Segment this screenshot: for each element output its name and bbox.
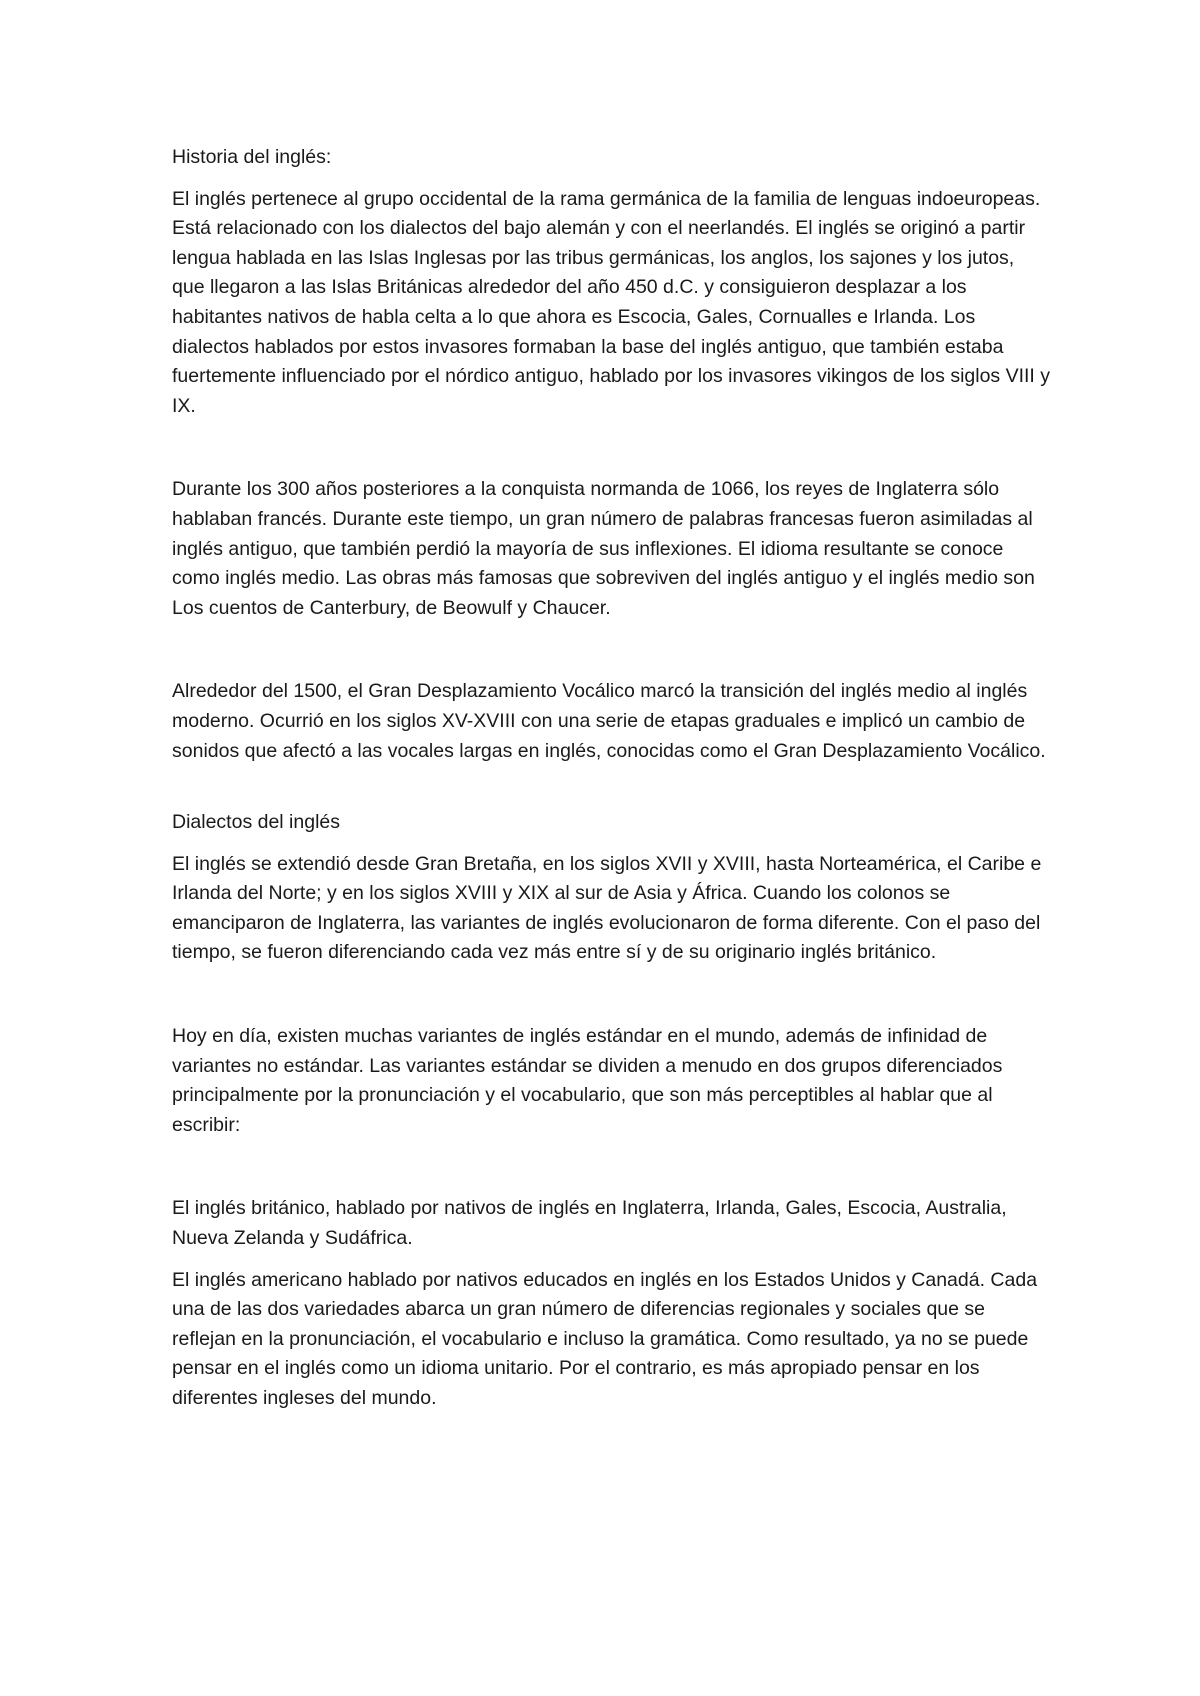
document-body (172, 143, 1050, 1426)
section-heading-dialects: Dialectos del inglés (172, 811, 341, 834)
section-heading-history: Historia del inglés: (172, 146, 332, 168)
paragraph-spread: El inglés se extendió desde Gran Bretaña, en los siglos XVII y XVIII, hasta Norteamérica, el Caribe e Irlanda del Norte; y en los siglos XVIII y XIX al sur de Asia y África. Cuando los colonos se emanciparon de Inglaterra, las variantes de inglés evolucionaron de forma diferente. Con el paso del tiempo, se fueron diferenciando cada vez más entre sí y de su originario inglés británico. (172, 852, 1042, 964)
paragraph-origins: El inglés pertenece al grupo occidental de la rama germánica de la familia de lenguas indoeuropeas. Está relacionado con los dialectos del bajo alemán y con el neerlandés. El inglés se originó a partir lengua hablada en las Islas Inglesas por las tribus germánicas, los anglos, los sajones y los jutos, que llegaron a las Islas Británicas alrededor del año 450 d.C. y consiguieron desplazar a los habitantes nativos de habla celta a lo que ahora es Escocia, Gales, Cornualles e Irlanda. Los dialectos hablados por estos invasores formaban la base del inglés antiguo, que también estaba fuertemente influenciado por el nórdico antiguo, hablado por los invasores vikingos de los siglos VIII y IX. (172, 187, 1051, 417)
paragraph-british-english: El inglés británico, hablado por nativos de inglés en Inglaterra, Irlanda, Gales, Escocia, Australia, Nueva Zelanda y Sudáfrica. (172, 1197, 1007, 1250)
paragraph-variants: Hoy en día, existen muchas variantes de inglés estándar en el mundo, además de infinidad de variantes no estándar. Las variantes estándar se dividen a menudo en dos grupos diferenciados principalmente por la pronunciación y el vocabulario, que son más perceptibles al hablar que al escribir: (172, 1025, 1003, 1136)
paragraph-norman-conquest: Durante los 300 años posteriores a la conquista normanda de 1066, los reyes de Inglaterra sólo hablaban francés. Durante este tiempo, un gran número de palabras francesas fueron asimiladas al inglés antiguo, que también perdió la mayoría de sus inflexiones. El idioma resultante se conoce como inglés medio. Las obras más famosas que sobreviven del inglés antiguo y el inglés medio son Los cuentos de Canterbury, de Beowulf y Chaucer. (172, 478, 1035, 619)
paragraph-vowel-shift: Alrededor del 1500, el Gran Desplazamiento Vocálico marcó la transición del inglés medio al inglés moderno. Ocurrió en los siglos XV-XVIII con una serie de etapas graduales e implicó un cambio de sonidos que afectó a las vocales largas en inglés, conocidas como el Gran Desplazamiento Vocálico. (172, 680, 1046, 762)
paragraph-american-english: El inglés americano hablado por nativos educados en inglés en los Estados Unidos y Canadá. Cada una de las dos variedades abarca un gran número de diferencias regionales y sociales que se reflejan en la pronunciación, el vocabulario e incluso la gramática. Como resultado, ya no se puede pensar en el inglés como un idioma unitario. Por el contrario, es más apropiado pensar en los diferentes ingleses del mundo. (172, 1268, 1038, 1409)
